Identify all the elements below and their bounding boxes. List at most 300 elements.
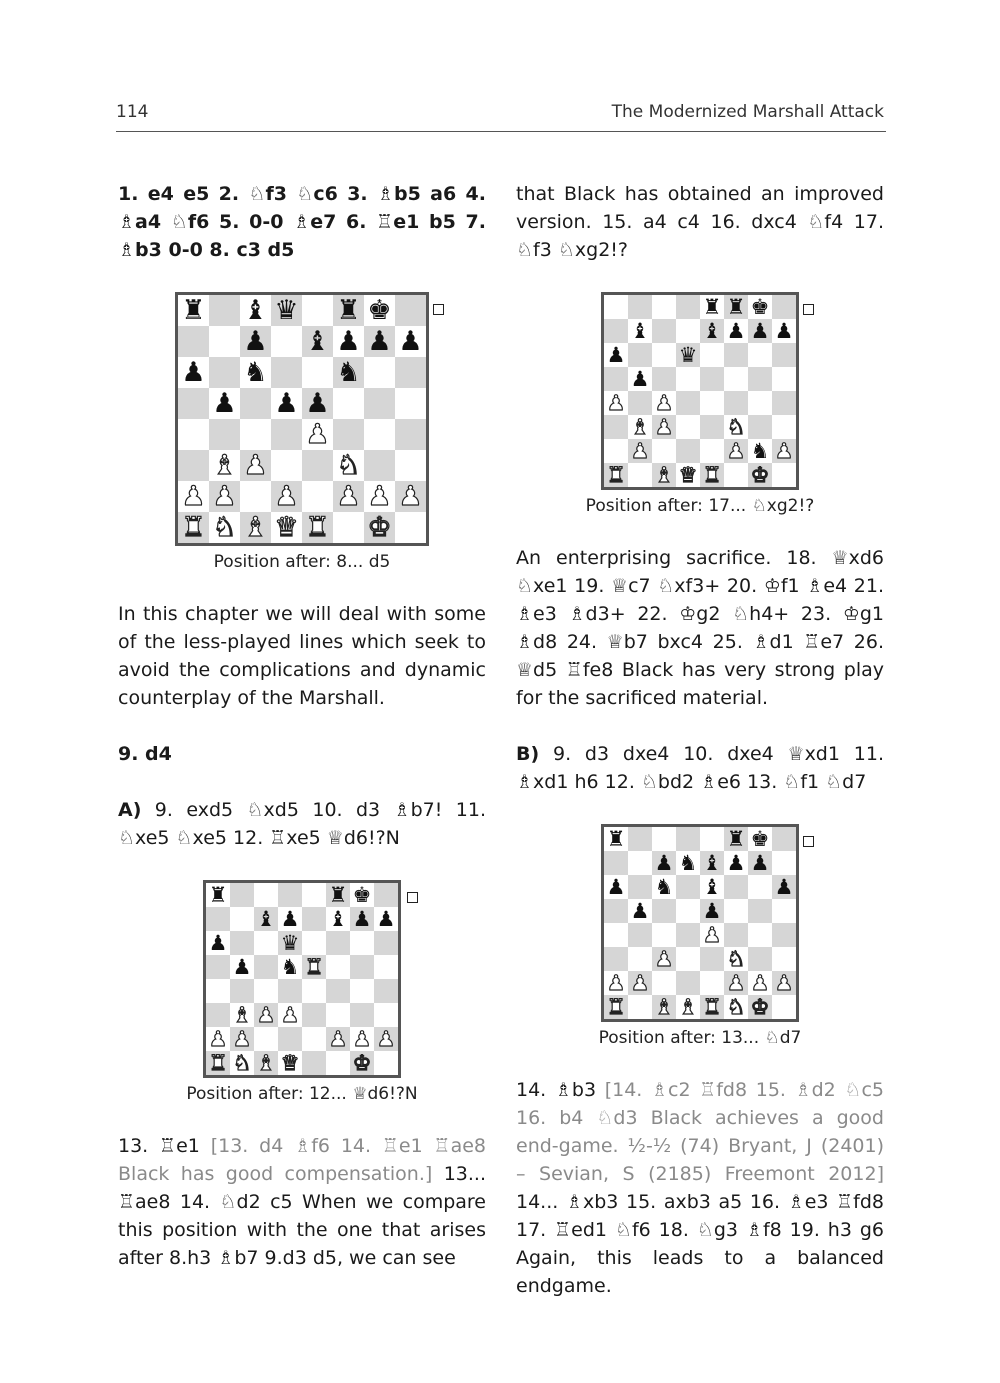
square-g8 [364, 295, 395, 326]
black-pawn-icon: ♟ [654, 850, 674, 875]
square-f7 [333, 326, 364, 357]
move-13-paragraph: 13. ♖e1 [13. d4 ♗f6 14. ♖e1 ♖ae8 Black has good compensation.] 13... ♖ae8 14. ♘d2 c5 When we compare this position with the one that arises after 8.h3 ♗b7 9.d3 d5, we can see [118, 1135, 486, 1269]
black-rook-icon: ♜ [208, 882, 228, 907]
square-c8 [652, 295, 676, 319]
black-bishop-icon: ♝ [256, 906, 276, 931]
square-g6 [350, 931, 374, 955]
diagram-caption: Position after: 12... ♕d6!?N [186, 1084, 418, 1104]
square-e6 [302, 931, 326, 955]
square-f8 [333, 295, 364, 326]
diagram-2 [118, 880, 486, 1104]
square-h8 [772, 827, 796, 851]
diagram-4 [516, 824, 884, 1048]
square-b4 [628, 923, 652, 947]
square-d5 [676, 899, 700, 923]
square-e8 [302, 295, 333, 326]
black-rook-icon: ♜ [606, 826, 626, 851]
square-e4 [302, 979, 326, 1003]
square-g2 [748, 971, 772, 995]
square-f7 [326, 907, 350, 931]
square-c1 [240, 512, 271, 543]
white-rook-icon: ♜ [702, 462, 722, 487]
square-d2 [676, 971, 700, 995]
white-pawn-icon: ♟ [654, 946, 674, 971]
square-h3 [772, 415, 796, 439]
square-c5 [254, 955, 278, 979]
square-h4 [395, 419, 426, 450]
square-f4 [326, 979, 350, 1003]
square-a1 [604, 995, 628, 1019]
square-d2 [676, 439, 700, 463]
black-pawn-icon: ♟ [606, 342, 626, 367]
square-d4 [271, 419, 302, 450]
white-pawn-icon: ♟ [336, 481, 361, 512]
square-f5 [724, 367, 748, 391]
square-a2 [206, 1027, 230, 1051]
black-rook-icon: ♜ [336, 295, 361, 326]
square-c7 [652, 851, 676, 875]
running-title: The Modernized Marshall Attack [611, 102, 884, 122]
square-f1 [333, 512, 364, 543]
square-g3 [748, 947, 772, 971]
square-b2 [209, 481, 240, 512]
square-b6 [230, 931, 254, 955]
square-e8 [302, 883, 326, 907]
square-a5 [604, 367, 628, 391]
white-pawn-icon: ♟ [606, 390, 626, 415]
square-e6 [700, 875, 724, 899]
black-pawn-icon: ♟ [726, 318, 746, 343]
square-a4 [604, 391, 628, 415]
square-e4 [700, 391, 724, 415]
white-pawn-icon: ♟ [367, 481, 392, 512]
square-f2 [724, 439, 748, 463]
square-c2 [652, 971, 676, 995]
white-knight-icon: ♞ [726, 414, 746, 439]
white-rook-icon: ♜ [606, 462, 626, 487]
square-c2 [240, 481, 271, 512]
square-f3 [326, 1003, 350, 1027]
black-pawn-icon: ♟ [774, 874, 794, 899]
square-f5 [333, 388, 364, 419]
white-pawn-icon: ♟ [630, 970, 650, 995]
variation-text: [13. d4 ♗f6 14. ♖e1 ♖ae8 Black has good compensation.] [118, 1135, 486, 1185]
square-h6 [772, 875, 796, 899]
square-h6 [374, 931, 398, 955]
square-b7 [628, 319, 652, 343]
black-pawn-icon: ♟ [208, 930, 228, 955]
chapter-intro-paragraph: In this chapter we will deal with some of the less-played lines which seek to avoid the complications and dynamic counterplay of the Marshall. [118, 603, 486, 709]
square-c2 [254, 1027, 278, 1051]
square-h5 [374, 955, 398, 979]
square-h1 [395, 512, 426, 543]
square-d1 [271, 512, 302, 543]
square-e7 [700, 319, 724, 343]
black-queen-icon: ♛ [678, 342, 698, 367]
square-e2 [302, 1027, 326, 1051]
square-f5 [326, 955, 350, 979]
square-f6 [724, 875, 748, 899]
square-a6 [604, 343, 628, 367]
square-e1 [700, 995, 724, 1019]
square-c3 [254, 1003, 278, 1027]
diagram-3 [516, 292, 884, 516]
square-f3 [724, 415, 748, 439]
white-rook-icon: ♜ [208, 1050, 228, 1075]
square-f6 [724, 343, 748, 367]
black-pawn-icon: ♟ [774, 318, 794, 343]
black-pawn-icon: ♟ [274, 388, 299, 419]
square-g5 [364, 388, 395, 419]
diagram-1 [118, 292, 486, 572]
white-pawn-icon: ♟ [726, 970, 746, 995]
square-c5 [240, 388, 271, 419]
white-pawn-icon: ♟ [280, 1002, 300, 1027]
square-e5 [700, 367, 724, 391]
square-h7 [395, 326, 426, 357]
square-b6 [628, 343, 652, 367]
square-h8 [395, 295, 426, 326]
black-pawn-icon: ♟ [367, 326, 392, 357]
square-a5 [206, 955, 230, 979]
square-d8 [278, 883, 302, 907]
square-c1 [254, 1051, 278, 1075]
square-g3 [364, 450, 395, 481]
black-rook-icon: ♜ [702, 294, 722, 319]
square-b6 [209, 357, 240, 388]
square-b3 [230, 1003, 254, 1027]
square-b8 [628, 827, 652, 851]
white-pawn-icon: ♟ [654, 390, 674, 415]
square-d4 [676, 391, 700, 415]
square-g7 [350, 907, 374, 931]
square-g2 [350, 1027, 374, 1051]
square-g1 [350, 1051, 374, 1075]
left-column [118, 180, 486, 1300]
square-d7 [278, 907, 302, 931]
square-d3 [676, 947, 700, 971]
white-pawn-icon: ♟ [328, 1026, 348, 1051]
white-queen-icon: ♛ [678, 462, 698, 487]
square-b7 [209, 326, 240, 357]
square-a2 [604, 439, 628, 463]
white-knight-icon: ♞ [212, 512, 237, 543]
square-g4 [748, 923, 772, 947]
square-f2 [724, 971, 748, 995]
side-to-move-indicator [407, 892, 418, 903]
black-pawn-icon: ♟ [750, 318, 770, 343]
square-e1 [302, 512, 333, 543]
square-c8 [652, 827, 676, 851]
black-knight-icon: ♞ [336, 357, 361, 388]
square-a4 [206, 979, 230, 1003]
square-c6 [652, 875, 676, 899]
square-b1 [230, 1051, 254, 1075]
square-d7 [676, 319, 700, 343]
square-b8 [230, 883, 254, 907]
square-d1 [676, 463, 700, 487]
square-f7 [724, 851, 748, 875]
square-h4 [772, 391, 796, 415]
white-pawn-icon: ♟ [376, 1026, 396, 1051]
black-bishop-icon: ♝ [702, 874, 722, 899]
square-g1 [364, 512, 395, 543]
square-e7 [302, 907, 326, 931]
black-pawn-icon: ♟ [232, 954, 252, 979]
white-queen-icon: ♛ [280, 1050, 300, 1075]
square-b5 [628, 367, 652, 391]
square-c6 [652, 343, 676, 367]
square-e7 [700, 851, 724, 875]
black-rook-icon: ♜ [181, 295, 206, 326]
square-h2 [395, 481, 426, 512]
square-a5 [178, 388, 209, 419]
square-h6 [395, 357, 426, 388]
square-b1 [628, 463, 652, 487]
square-a7 [178, 326, 209, 357]
black-rook-icon: ♜ [328, 882, 348, 907]
square-a3 [178, 450, 209, 481]
square-h3 [374, 1003, 398, 1027]
white-king-icon: ♚ [367, 512, 392, 543]
square-d1 [278, 1051, 302, 1075]
diagram-caption: Position after: 13... ♘d7 [598, 1028, 802, 1048]
square-e2 [700, 971, 724, 995]
square-e3 [700, 415, 724, 439]
square-a7 [206, 907, 230, 931]
white-knight-icon: ♞ [336, 450, 361, 481]
square-f8 [724, 827, 748, 851]
black-knight-icon: ♞ [750, 438, 770, 463]
square-c1 [652, 463, 676, 487]
square-c7 [652, 319, 676, 343]
square-h2 [374, 1027, 398, 1051]
black-pawn-icon: ♟ [305, 388, 330, 419]
square-g1 [748, 995, 772, 1019]
white-pawn-icon: ♟ [352, 1026, 372, 1051]
diagram-caption: Position after: 8... d5 [213, 552, 391, 572]
square-h2 [772, 971, 796, 995]
white-king-icon: ♚ [750, 994, 770, 1019]
square-a7 [604, 319, 628, 343]
white-pawn-icon: ♟ [305, 419, 330, 450]
square-d6 [271, 357, 302, 388]
square-b3 [628, 415, 652, 439]
square-e4 [700, 923, 724, 947]
square-d3 [676, 415, 700, 439]
square-h5 [772, 899, 796, 923]
square-g1 [748, 463, 772, 487]
white-bishop-icon: ♝ [678, 994, 698, 1019]
white-pawn-icon: ♟ [774, 970, 794, 995]
square-e8 [700, 295, 724, 319]
square-d3 [271, 450, 302, 481]
opening-moves: 1. e4 e5 2. ♘f3 ♘c6 3. ♗b5 a6 4. ♗a4 ♘f6 5. 0-0 ♗e7 6. ♖e1 b5 7. ♗b3 0-0 8. c3 d5 [118, 183, 486, 261]
black-bishop-icon: ♝ [328, 906, 348, 931]
square-g5 [748, 367, 772, 391]
black-rook-icon: ♜ [726, 826, 746, 851]
square-d8 [271, 295, 302, 326]
square-f5 [724, 899, 748, 923]
white-pawn-icon: ♟ [606, 970, 626, 995]
square-f7 [724, 319, 748, 343]
chess-board [601, 292, 799, 490]
square-c3 [652, 415, 676, 439]
square-b8 [628, 295, 652, 319]
white-bishop-icon: ♝ [630, 414, 650, 439]
white-pawn-icon: ♟ [750, 970, 770, 995]
square-e6 [700, 343, 724, 367]
square-g4 [364, 419, 395, 450]
white-pawn-icon: ♟ [654, 414, 674, 439]
white-rook-icon: ♜ [606, 994, 626, 1019]
black-bishop-icon: ♝ [243, 295, 268, 326]
white-pawn-icon: ♟ [256, 1002, 276, 1027]
square-c5 [652, 899, 676, 923]
square-c6 [240, 357, 271, 388]
square-a6 [604, 875, 628, 899]
square-h4 [772, 923, 796, 947]
square-b1 [209, 512, 240, 543]
line-label: A) [118, 799, 142, 821]
black-pawn-icon: ♟ [280, 906, 300, 931]
white-rook-icon: ♜ [304, 954, 324, 979]
square-g6 [748, 343, 772, 367]
square-e5 [302, 388, 333, 419]
square-d6 [278, 931, 302, 955]
square-h8 [772, 295, 796, 319]
square-a1 [604, 463, 628, 487]
square-d7 [271, 326, 302, 357]
square-f6 [333, 357, 364, 388]
square-h7 [374, 907, 398, 931]
page-header [116, 100, 886, 132]
black-king-icon: ♚ [750, 294, 770, 319]
square-d5 [676, 367, 700, 391]
chess-board [175, 292, 429, 546]
square-e4 [302, 419, 333, 450]
white-king-icon: ♚ [750, 462, 770, 487]
square-h1 [772, 463, 796, 487]
black-rook-icon: ♜ [726, 294, 746, 319]
square-c4 [240, 419, 271, 450]
square-e3 [700, 947, 724, 971]
black-knight-icon: ♞ [654, 874, 674, 899]
white-pawn-icon: ♟ [232, 1026, 252, 1051]
chess-board [601, 824, 799, 1022]
white-pawn-icon: ♟ [181, 481, 206, 512]
black-bishop-icon: ♝ [305, 326, 330, 357]
black-pawn-icon: ♟ [726, 850, 746, 875]
white-knight-icon: ♞ [726, 994, 746, 1019]
square-a4 [604, 923, 628, 947]
square-b4 [628, 391, 652, 415]
black-queen-icon: ♛ [274, 295, 299, 326]
square-c1 [652, 995, 676, 1019]
square-e5 [700, 899, 724, 923]
continuation-paragraph: that Black has obtained an improved version. 15. a4 c4 16. dxc4 ♘f4 17. ♘f3 ♘xg2!? [516, 183, 884, 261]
black-pawn-icon: ♟ [352, 906, 372, 931]
square-h3 [395, 450, 426, 481]
black-knight-icon: ♞ [243, 357, 268, 388]
square-g3 [748, 415, 772, 439]
black-pawn-icon: ♟ [630, 366, 650, 391]
square-a3 [604, 947, 628, 971]
black-pawn-icon: ♟ [212, 388, 237, 419]
square-a6 [178, 357, 209, 388]
square-c6 [254, 931, 278, 955]
square-f2 [326, 1027, 350, 1051]
line-a-paragraph: A) 9. exd5 ♘xd5 10. d3 ♗b7! 11. ♘xe5 ♘xe5 12. ♖xe5 ♕d6!?N [118, 799, 486, 849]
white-bishop-icon: ♝ [654, 994, 674, 1019]
white-pawn-icon: ♟ [726, 438, 746, 463]
side-to-move-indicator [803, 836, 814, 847]
square-d6 [676, 875, 700, 899]
black-knight-icon: ♞ [678, 850, 698, 875]
square-b3 [209, 450, 240, 481]
white-pawn-icon: ♟ [274, 481, 299, 512]
square-a8 [604, 295, 628, 319]
black-pawn-icon: ♟ [398, 326, 423, 357]
square-h1 [772, 995, 796, 1019]
square-a3 [604, 415, 628, 439]
white-pawn-icon: ♟ [208, 1026, 228, 1051]
chess-board [203, 880, 401, 1078]
square-d2 [278, 1027, 302, 1051]
white-bishop-icon: ♝ [232, 1002, 252, 1027]
black-pawn-icon: ♟ [606, 874, 626, 899]
square-a2 [604, 971, 628, 995]
square-g6 [364, 357, 395, 388]
white-pawn-icon: ♟ [774, 438, 794, 463]
square-g5 [748, 899, 772, 923]
main-move-heading: 9. d4 [118, 743, 172, 765]
square-h2 [772, 439, 796, 463]
square-b3 [628, 947, 652, 971]
square-c2 [652, 439, 676, 463]
white-pawn-icon: ♟ [243, 450, 268, 481]
white-bishop-icon: ♝ [654, 462, 674, 487]
black-knight-icon: ♞ [280, 954, 300, 979]
square-c4 [652, 923, 676, 947]
square-e3 [302, 1003, 326, 1027]
white-knight-icon: ♞ [232, 1050, 252, 1075]
white-knight-icon: ♞ [726, 946, 746, 971]
square-g8 [350, 883, 374, 907]
square-h6 [772, 343, 796, 367]
square-b7 [230, 907, 254, 931]
square-c3 [652, 947, 676, 971]
sacrifice-paragraph: An enterprising sacrifice. 18. ♕xd6 ♘xe1 19. ♕c7 ♘xf3+ 20. ♔f1 ♗e4 21. ♗e3 ♗d3+ 22. ♔g2 ♘h4+ 23. ♔g1 ♗d8 24. ♕b7 bxc4 25. ♗d1 ♖e7 26. ♕d5 ♖fe8 Black has very strong play for the sacrificed material. [516, 547, 884, 709]
square-h7 [772, 851, 796, 875]
right-column [516, 180, 884, 1328]
square-f4 [724, 923, 748, 947]
square-g7 [364, 326, 395, 357]
white-rook-icon: ♜ [702, 994, 722, 1019]
line-label: B) [516, 743, 540, 765]
square-b2 [628, 439, 652, 463]
square-d5 [278, 955, 302, 979]
square-a8 [604, 827, 628, 851]
square-b4 [209, 419, 240, 450]
black-pawn-icon: ♟ [181, 357, 206, 388]
square-d6 [676, 343, 700, 367]
square-a8 [178, 295, 209, 326]
square-a8 [206, 883, 230, 907]
square-a6 [206, 931, 230, 955]
square-f1 [724, 463, 748, 487]
white-bishop-icon: ♝ [212, 450, 237, 481]
